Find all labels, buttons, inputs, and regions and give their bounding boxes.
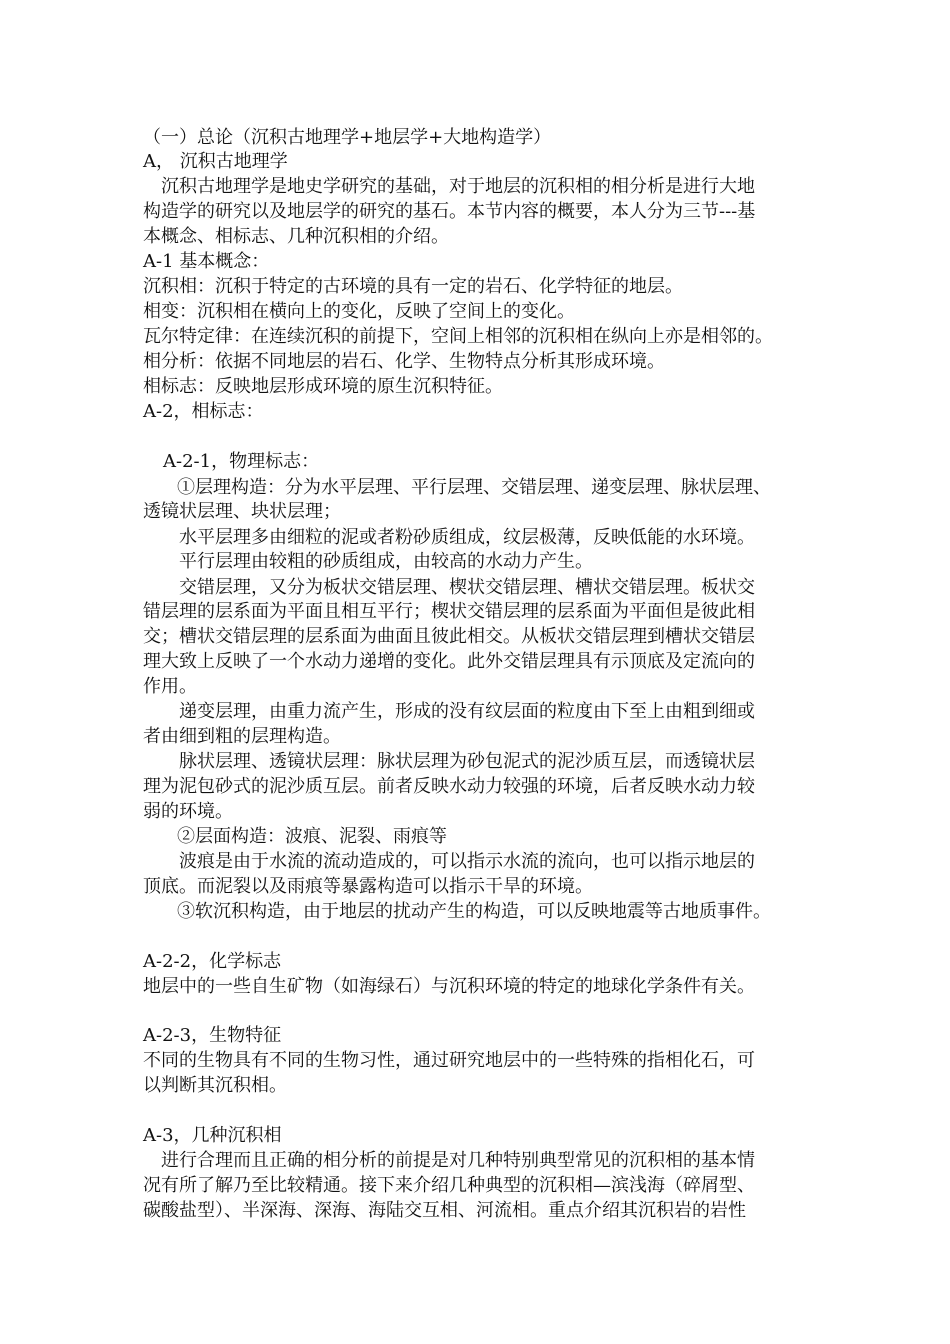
a23-line: 不同的生物具有不同的生物习性，通过研究地层中的一些特殊的指相化石，可 bbox=[143, 1050, 755, 1071]
a21-line: 弱的环境。 bbox=[143, 801, 233, 822]
document-heading: （一）总论（沉积古地理学+地层学+大地构造学） bbox=[143, 127, 552, 148]
definition-line: 沉积相：沉积于特定的古环境的具有一定的岩石、化学特征的地层。 bbox=[143, 276, 683, 297]
a23-title: A-2-3，生物特征 bbox=[143, 1025, 282, 1046]
a21-line: 交；槽状交错层理的层系面为曲面且彼此相交。从板状交错层理到槽状交错层 bbox=[143, 626, 755, 647]
a21-line: 者由细到粗的层理构造。 bbox=[143, 726, 341, 747]
a21-line: ①层理构造：分为水平层理、平行层理、交错层理、递变层理、脉状层理、 bbox=[177, 477, 771, 498]
a1-title: A-1 基本概念： bbox=[143, 251, 270, 272]
a21-line: 理大致上反映了一个水动力递增的变化。此外交错层理具有示顶底及定流向的 bbox=[143, 651, 755, 672]
a21-line: 作用。 bbox=[143, 676, 197, 697]
a21-line: 交错层理，又分为板状交错层理、楔状交错层理、槽状交错层理。板状交 bbox=[179, 577, 755, 598]
a21-line: 透镜状层理、块状层理； bbox=[143, 501, 341, 522]
a21-title: A-2-1，物理标志： bbox=[163, 451, 320, 472]
a22-line: 地层中的一些自生矿物（如海绿石）与沉积环境的特定的地球化学条件有关。 bbox=[143, 976, 755, 997]
a21-line: 脉状层理、透镜状层理：脉状层理为砂包泥式的泥沙质互层，而透镜状层 bbox=[179, 751, 755, 772]
a21-line: 递变层理，由重力流产生，形成的没有纹层面的粒度由下至上由粗到细或 bbox=[179, 701, 755, 722]
definition-line: 相变：沉积相在横向上的变化，反映了空间上的变化。 bbox=[143, 301, 575, 322]
a21-line: ③软沉积构造，由于地层的扰动产生的构造，可以反映地震等古地质事件。 bbox=[177, 901, 771, 922]
section-a-title: A， 沉积古地理学 bbox=[143, 151, 288, 172]
a21-line: ②层面构造：波痕、泥裂、雨痕等 bbox=[177, 826, 447, 847]
a3-line: 碳酸盐型）、半深海、深海、海陆交互相、河流相。重点介绍其沉积岩的岩性 bbox=[143, 1200, 746, 1221]
a21-line: 错层理的层系面为平面且相互平行；楔状交错层理的层系面为平面但是彼此相 bbox=[143, 601, 755, 622]
section-a-intro-line: 构造学的研究以及地层学的研究的基石。本节内容的概要，本人分为三节---基 bbox=[143, 201, 756, 222]
definition-line: 相分析：依据不同地层的岩石、化学、生物特点分析其形成环境。 bbox=[143, 351, 665, 372]
a21-line: 平行层理由较粗的砂质组成，由较高的水动力产生。 bbox=[179, 551, 593, 572]
definition-line: 瓦尔特定律：在连续沉积的前提下，空间上相邻的沉积相在纵向上亦是相邻的。 bbox=[143, 326, 773, 347]
section-a-intro-line: 沉积古地理学是地史学研究的基础，对于地层的沉积相的相分析是进行大地 bbox=[161, 176, 755, 197]
a3-line: 况有所了解乃至比较精通。接下来介绍几种典型的沉积相—滨浅海（碎屑型、 bbox=[143, 1175, 755, 1196]
a22-title: A-2-2，化学标志 bbox=[143, 951, 282, 972]
a23-line: 以判断其沉积相。 bbox=[143, 1075, 287, 1096]
section-a-intro-line: 本概念、相标志、几种沉积相的介绍。 bbox=[143, 226, 449, 247]
a21-line: 波痕是由于水流的流动造成的，可以指示水流的流向，也可以指示地层的 bbox=[179, 851, 755, 872]
a21-line: 水平层理多由细粒的泥或者粉砂质组成，纹层极薄，反映低能的水环境。 bbox=[179, 527, 755, 548]
a3-title: A-3，几种沉积相 bbox=[143, 1125, 282, 1146]
a3-line: 进行合理而且正确的相分析的前提是对几种特别典型常见的沉积相的基本情 bbox=[161, 1150, 755, 1171]
a2-title: A-2，相标志： bbox=[143, 401, 264, 422]
a21-line: 理为泥包砂式的泥沙质互层。前者反映水动力较强的环境，后者反映水动力较 bbox=[143, 776, 755, 797]
definition-line: 相标志：反映地层形成环境的原生沉积特征。 bbox=[143, 376, 503, 397]
a21-line: 顶底。而泥裂以及雨痕等暴露构造可以指示干旱的环境。 bbox=[143, 876, 593, 897]
